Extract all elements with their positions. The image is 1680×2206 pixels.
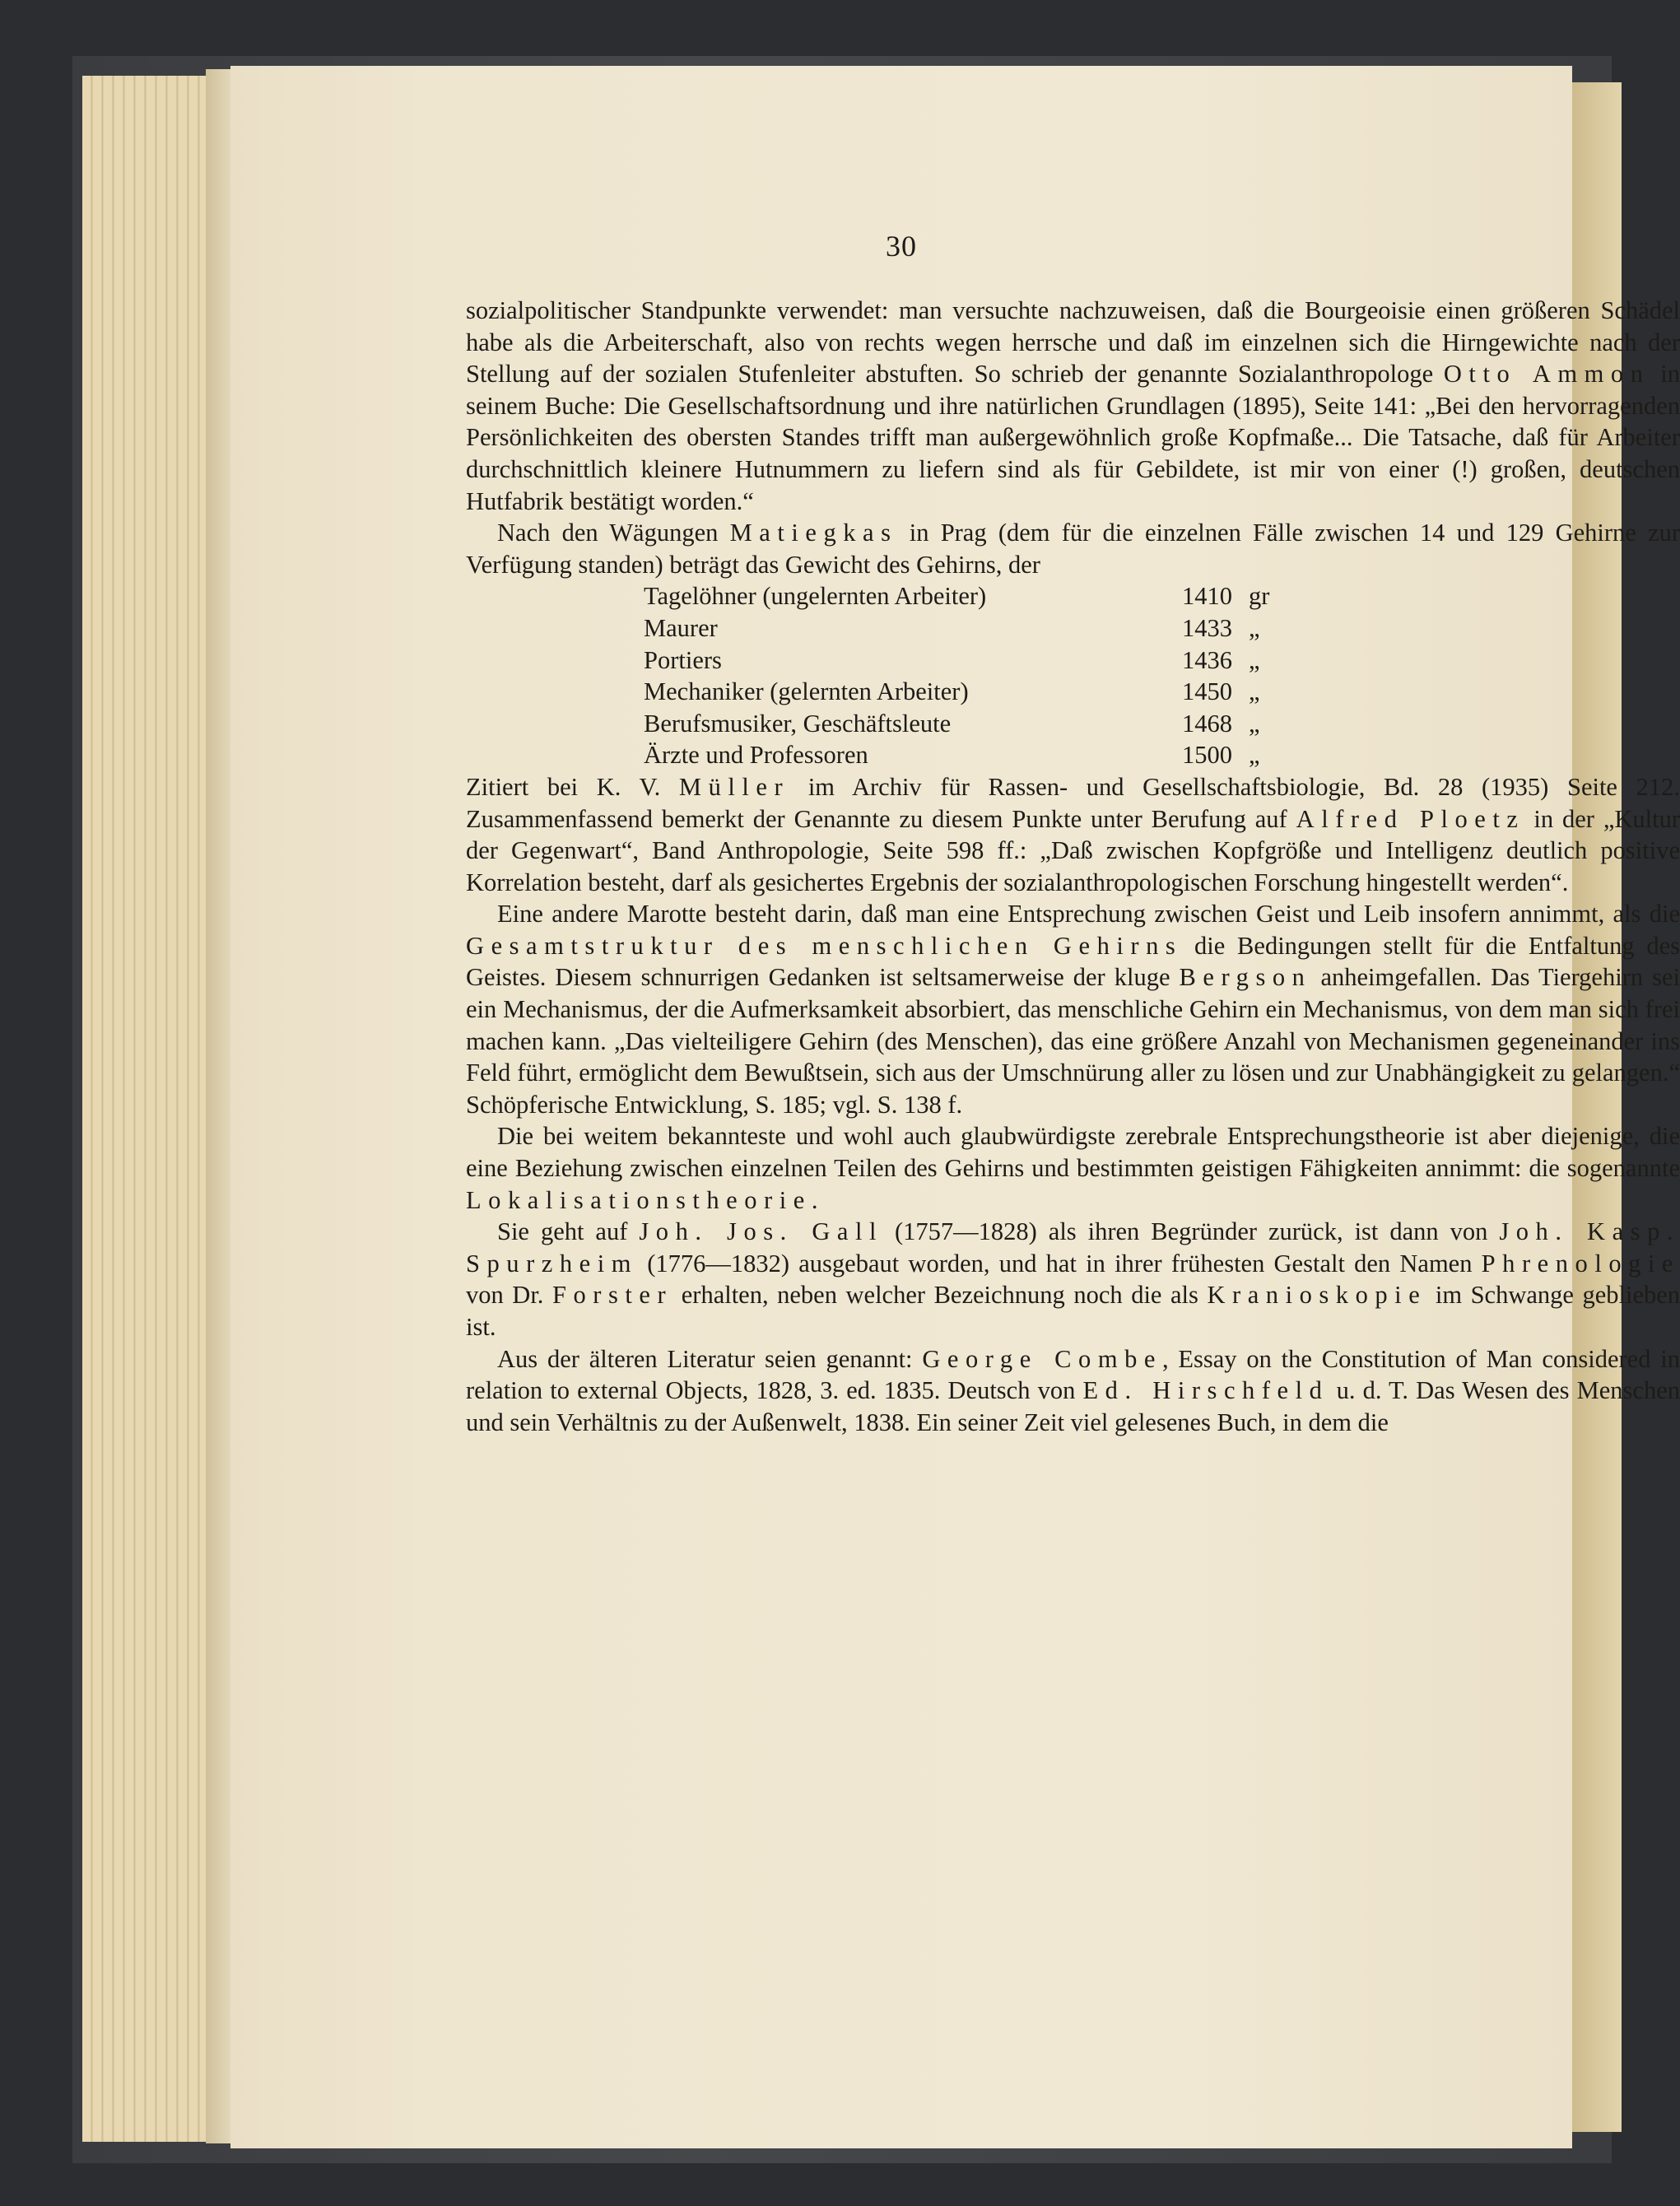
page-edges-left: [82, 76, 206, 2142]
emphasis: Gesamtstruktur des menschlichen Gehirns: [466, 931, 1183, 960]
person-name: Joh. Jos. Gall: [639, 1217, 884, 1246]
table-row: [466, 708, 1680, 740]
person-name: Bergson: [1179, 963, 1312, 992]
paragraph-2: Nach den Wägungen Matiegkas in Prag (dem für die einzelnen Fälle zwischen 14 und 129 Gehirne zur Verfügung standen) beträgt das Gewicht des Gehirns, der: [466, 519, 1680, 579]
weight-unit: gr: [1249, 582, 1270, 611]
occupation-label: Mechaniker (gelernten Arbeiter): [644, 677, 969, 706]
person-name: George Combe: [922, 1344, 1162, 1373]
paragraph-3: Zitiert bei K. V. Müller im Archiv für Rassen- und Gesellschaftsbiologie, Bd. 28 (1935) Seite 212. Zusammenfassend bemerkt der Genannte zu diesem Punkte unter Berufung auf Alfred Ploetz in der „Kultur der Gegenwart“, Band Anthropologie, Seite 598 ff.: „Daß zwischen Kopfgröße und Intelligenz deutlich positive Korrelation besteht, darf als gesichertes Ergebnis der sozialanthropologischen Forschung hingestellt werden“.: [466, 772, 1680, 896]
table-row: [466, 739, 1680, 771]
occupation-label: Maurer: [644, 613, 718, 642]
table-row: [466, 676, 1680, 708]
person-name: Otto Ammon: [1443, 360, 1650, 389]
weight-value: 1436: [1182, 645, 1232, 674]
occupation-label: Berufsmusiker, Geschäftsleute: [644, 709, 952, 738]
weight-unit: „: [1249, 677, 1260, 706]
person-name: Müller: [678, 772, 790, 801]
page-number: 30: [886, 230, 917, 263]
weight-value: 1468: [1182, 709, 1232, 738]
emphasis: Lokalisationstheorie: [466, 1185, 812, 1214]
person-name: Alfred Ploetz: [1296, 804, 1525, 833]
paragraph-6: Sie geht auf Joh. Jos. Gall (1757—1828) als ihren Begründer zurück, ist dann von Joh. Kasp. Spurzheim (1776—1832) ausgebaut worden, und hat in ihrer frühesten Gestalt den Namen Phrenologie von Dr. Forster erhalten, neben welcher Bezeichnung noch die als Kranioskopie im Schwange geblieben ist.: [466, 1217, 1680, 1341]
weight-unit: „: [1249, 709, 1260, 738]
weight-unit: „: [1249, 613, 1260, 642]
person-name: Forster: [552, 1281, 673, 1310]
paragraph-1: sozialpolitischer Standpunkte verwendet: man versuchte nachzuweisen, daß die Bourgeoisie einen größeren Schädel habe als die Arbeiterschaft, also von rechts wegen herrsche und daß im einzelnen sich die Hirngewichte nach der Stellung auf der sozialen Stufenleiter abstuften. So schrieb der genannte Sozialanthropologe Otto Ammon in seinem Buche: Die Gesellschaftsordnung und ihre natürlichen Grundlagen (1895), Seite 141: „Bei den hervorragenden Persönlichkeiten des obersten Standes trifft man außergewöhnlich große Kopfmaße... Die Tatsache, daß für Arbeiter durchschnittlich kleinere Hutnummern zu liefern sind als für Gebildete, ist mir von einer (!) großen, deutschen Hutfabrik bestätigt worden.“: [466, 296, 1680, 515]
occupation-label: Portiers: [644, 645, 722, 674]
page-body: [466, 295, 1680, 1438]
weight-unit: „: [1249, 645, 1260, 674]
paragraph-5: Die bei weitem bekannteste und wohl auch glaubwürdigste zerebrale Entsprechungstheorie ist aber diejenige, die eine Beziehung zwischen einzelnen Teilen des Gehirns und bestimmten geistigen Fähigkeiten annimmt: die sogenannte Lokalisationstheorie.: [466, 1122, 1680, 1214]
person-name: Matiegkas: [729, 519, 898, 547]
occupation-label: Ärzte und Professoren: [644, 741, 868, 770]
paragraph-7: Aus der älteren Literatur seien genannt: George Combe, Essay on the Constitution of Man considered in relation to external Objects, 1828, 3. ed. 1835. Deutsch von Ed. Hirschfeld u. d. T. Das Wesen des Menschen und sein Verhältnis zu der Außenwelt, 1838. Ein seiner Zeit viel gelesenes Buch, in dem die: [466, 1344, 1680, 1436]
weight-value: 1410: [1182, 582, 1232, 611]
emphasis: Kranioskopie: [1207, 1281, 1427, 1310]
person-name: Joh. Kasp. Spurzheim: [466, 1217, 1680, 1278]
table-row: [466, 580, 1680, 612]
table-row: [466, 645, 1680, 677]
brain-weight-table: [466, 580, 1680, 771]
person-name: Ed. Hirschfeld: [1082, 1376, 1329, 1405]
book-page: [230, 66, 1680, 2148]
weight-value: 1433: [1182, 613, 1232, 642]
emphasis: Phrenologie: [1481, 1249, 1680, 1278]
paragraph-4: Eine andere Marotte besteht darin, daß man eine Entsprechung zwischen Geist und Leib insofern annimmt, als die Gesamtstruktur des menschlichen Gehirns die Bedingungen stellt für die Entfaltung des Geistes. Diesem schnurrigen Gedanken ist seltsamerweise der kluge Bergson anheimgefallen. Das Tiergehirn sei ein Mechanismus, der die Aufmerksamkeit absorbiert, das menschliche Gehirn ein Mechanismus, von dem man sich frei machen kann. „Das vielteiligere Gehirn (des Menschen), das eine größere Anzahl von Mechanismen gegeneinander ins Feld führt, ermöglicht dem Bewußtsein, sich aus der Umschnürung aller zu lösen und zur Unabhängigkeit zu gelangen.“ Schöpferische Entwicklung, S. 185; vgl. S. 138 f.: [466, 900, 1680, 1119]
weight-unit: „: [1249, 741, 1260, 770]
weight-value: 1500: [1182, 741, 1232, 770]
occupation-label: Tagelöhner (ungelernten Arbeiter): [644, 582, 987, 611]
weight-value: 1450: [1182, 677, 1232, 706]
table-row: [466, 612, 1680, 645]
